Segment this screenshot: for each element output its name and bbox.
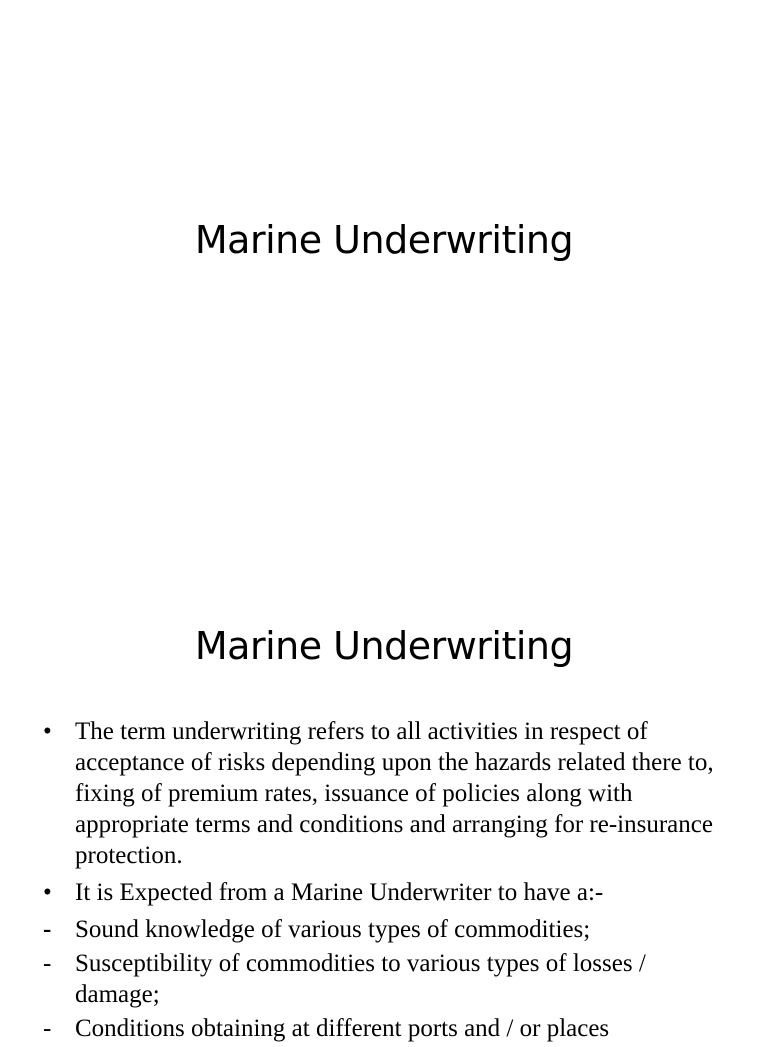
- bullet-text: It is Expected from a Marine Underwriter to have a:-: [75, 879, 604, 906]
- dash-marker: -: [43, 916, 52, 943]
- dash-item: [0, 914, 768, 945]
- dash-marker: -: [43, 1015, 52, 1042]
- bullet-item: [0, 716, 768, 871]
- bullet-marker: •: [43, 879, 52, 906]
- slide-title: Marine Underwriting: [194, 624, 574, 668]
- slide-1: [0, 0, 768, 488]
- dash-marker: -: [43, 950, 52, 977]
- slide-2: [0, 488, 768, 1042]
- dash-item: [0, 1013, 768, 1044]
- dash-text: Susceptibility of commodities to various types of losses / damage;: [75, 950, 646, 1008]
- bullet-list: [0, 716, 768, 1047]
- slide-title: Marine Underwriting: [194, 218, 574, 262]
- bullet-text: The term underwriting refers to all activities in respect of acceptance of risks depending upon the hazards related there to, fixing of premium rates, issuance of policies along with appropriate terms and conditions and arranging for re-insurance protection.: [75, 718, 714, 869]
- dash-item: [0, 948, 768, 1010]
- dash-text: Conditions obtaining at different ports and / or places: [75, 1015, 610, 1042]
- bullet-marker: •: [43, 718, 52, 745]
- dash-text: Sound knowledge of various types of commodities;: [75, 916, 591, 943]
- bullet-item: [0, 877, 768, 908]
